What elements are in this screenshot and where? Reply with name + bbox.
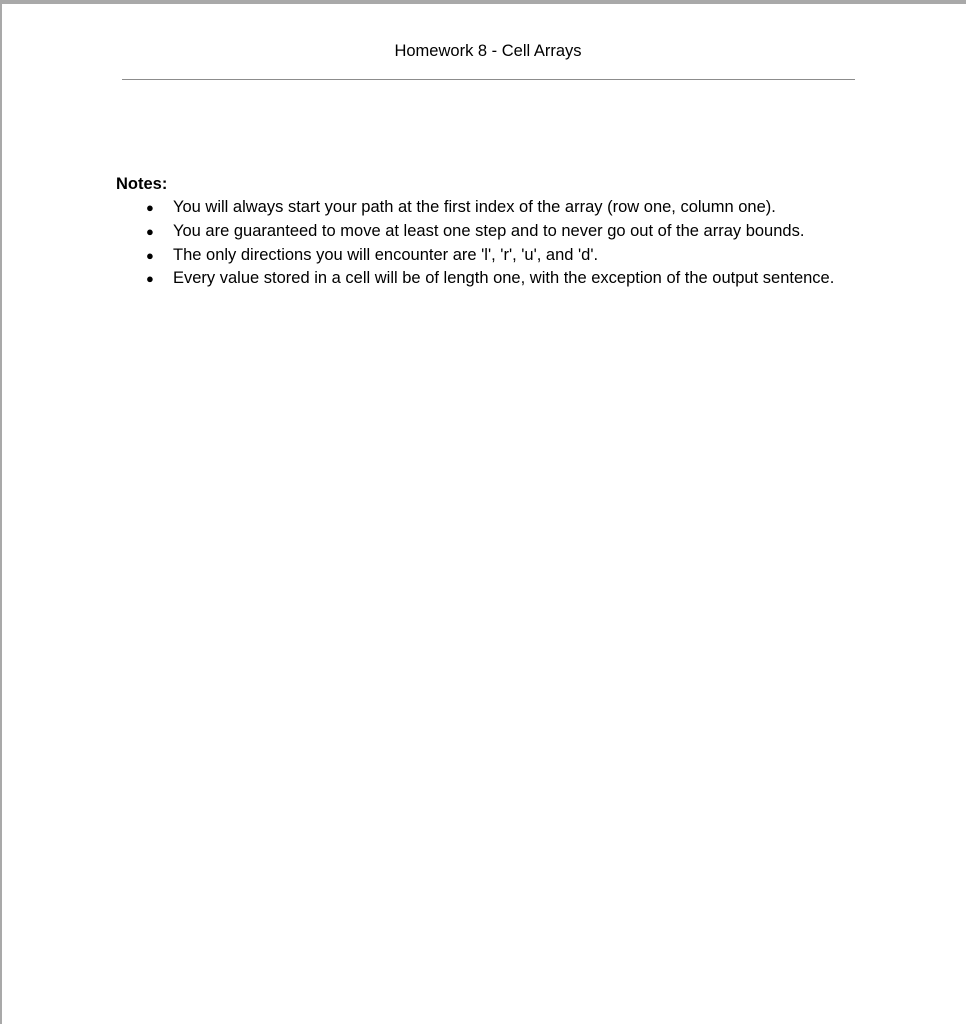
list-item xyxy=(116,196,860,220)
list-item xyxy=(116,267,860,291)
header-divider xyxy=(122,79,855,80)
list-item-text: You are guaranteed to move at least one step and to never go out of the array bounds. xyxy=(173,221,805,240)
bullet-icon: ● xyxy=(146,223,154,239)
list-item xyxy=(116,244,860,268)
page-header-title: Homework 8 - Cell Arrays xyxy=(394,42,582,60)
list-item-text: Every value stored in a cell will be of length one, with the exception of the output sentence. xyxy=(173,269,835,288)
notes-heading: Notes: xyxy=(116,175,168,193)
bullet-icon: ● xyxy=(146,247,154,263)
list-item-text: The only directions you will encounter are 'l', 'r', 'u', and 'd'. xyxy=(173,245,599,264)
bullet-icon: ● xyxy=(146,271,154,287)
list-item xyxy=(116,220,860,244)
notes-list xyxy=(116,196,860,291)
notes-section xyxy=(116,172,860,291)
bullet-icon: ● xyxy=(146,200,154,215)
list-item-text: You will always start your path at the first index of the array (row one, column one). xyxy=(173,198,776,216)
